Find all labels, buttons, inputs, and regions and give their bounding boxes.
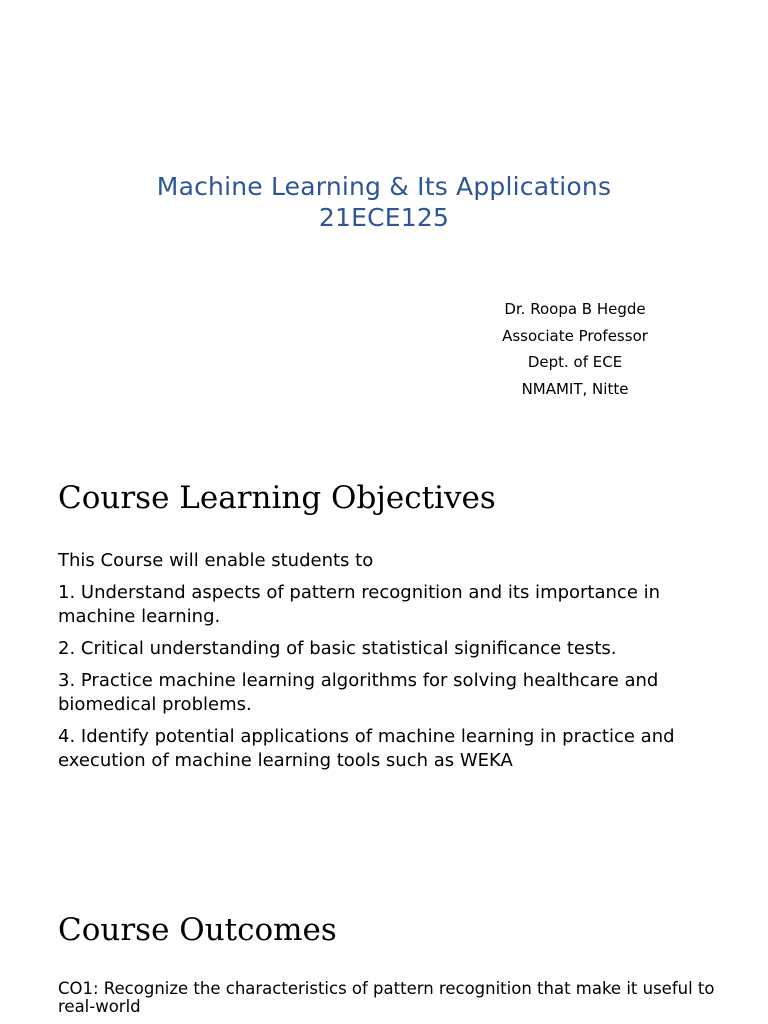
course-code: 21ECE125 <box>318 203 450 232</box>
author-name: Dr. Roopa B Hegde <box>504 300 646 318</box>
objective-item: 4. Identify potential applications of machine learning in practice and execution of machine learning tools such as WEKA <box>58 726 675 771</box>
author-institute: NMAMIT, Nitte <box>521 379 629 398</box>
course-title-name: Machine Learning & Its Applications <box>156 172 612 201</box>
objectives-intro: This Course will enable students to <box>58 550 374 571</box>
author-position: Associate Professor <box>502 326 648 345</box>
objectives-list <box>58 549 718 781</box>
outcomes-heading: Course Outcomes <box>58 912 337 948</box>
objective-item: 2. Critical understanding of basic statistical significance tests. <box>58 638 617 659</box>
course-title <box>0 171 768 233</box>
objectives-heading: Course Learning Objectives <box>58 480 496 516</box>
author-info <box>465 296 685 402</box>
author-department: Dept. of ECE <box>527 353 623 371</box>
objective-item: 1. Understand aspects of pattern recognition and its importance in machine learning. <box>58 582 661 627</box>
outcome-item: CO1: Recognize the characteristics of pattern recognition that make it useful to real-world <box>58 979 715 1016</box>
objective-item: 3. Practice machine learning algorithms for solving healthcare and biomedical problems. <box>58 670 659 715</box>
